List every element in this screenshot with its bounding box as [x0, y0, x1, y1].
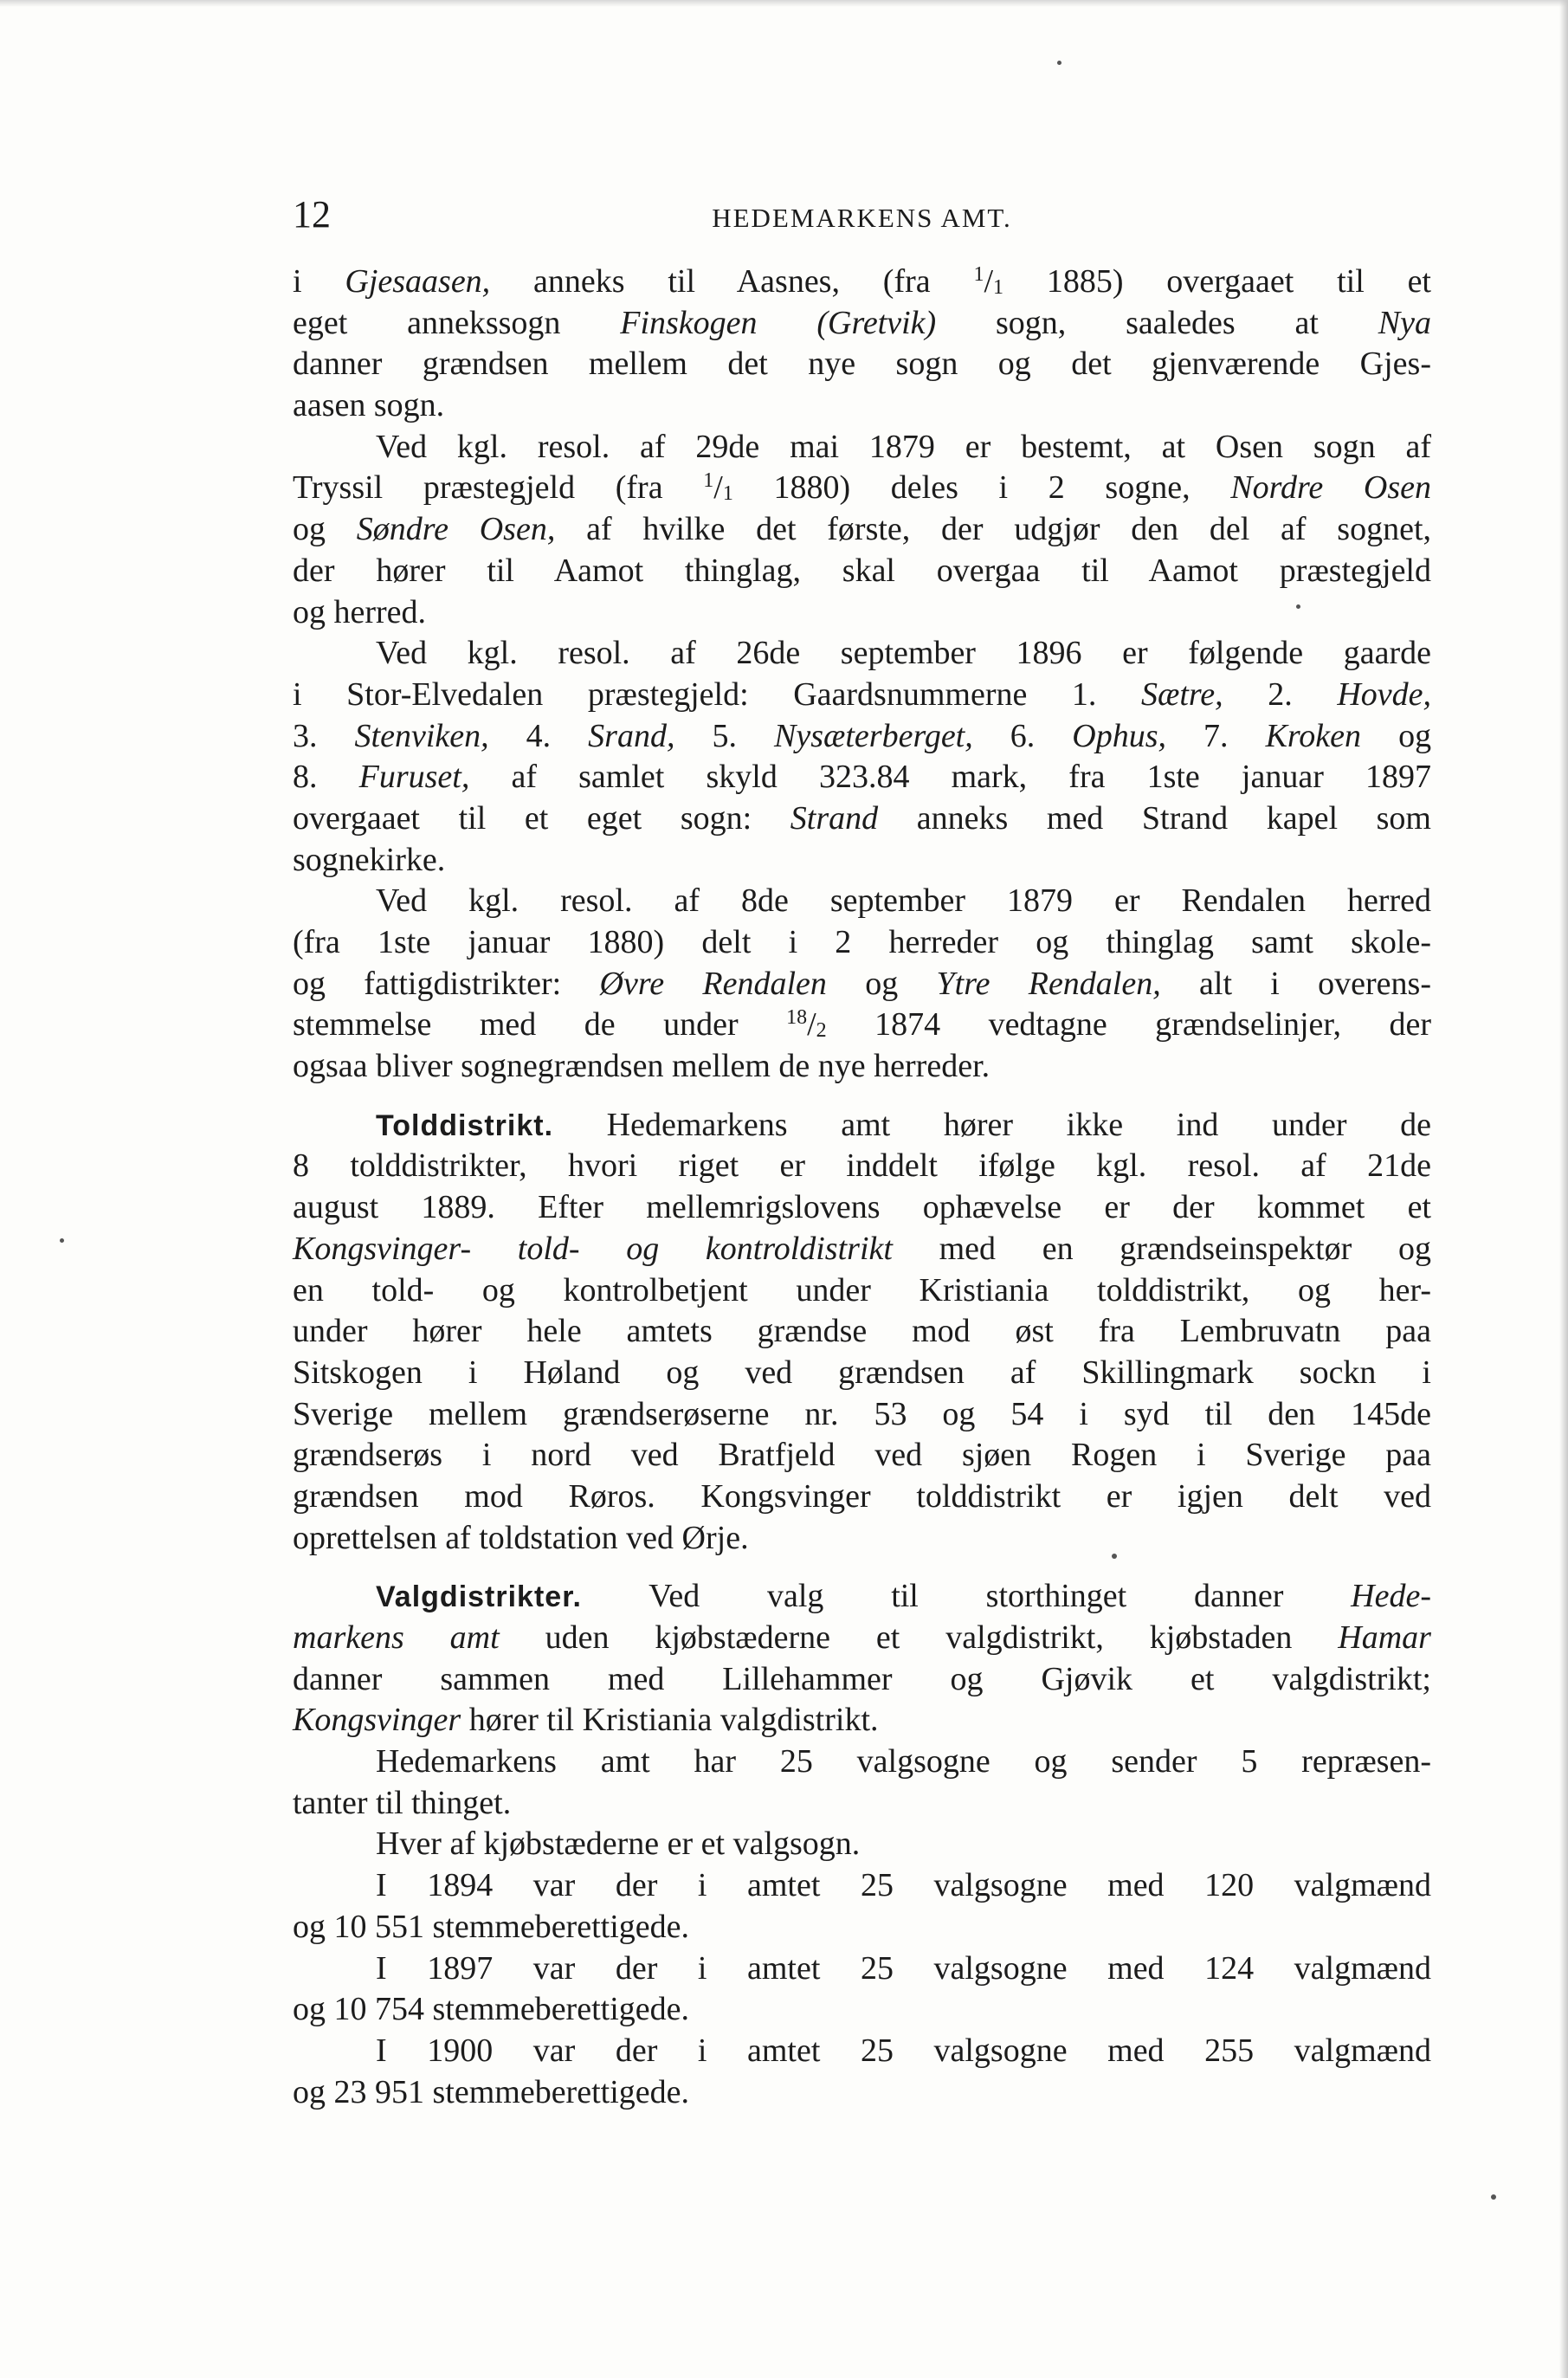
text-line: og Søndre Osen, af hvilke det første, der udgjør den del af sognet,	[293, 511, 1432, 548]
dust-speck	[1112, 1554, 1117, 1559]
text-line: Sitskogen i Høland og ved grændsen af Skillingmark sockn i	[293, 1354, 1431, 1391]
text-line: i Gjesaasen, anneks til Aasnes, (fra $^1/_1$ 1885) overgaaet til et	[293, 263, 1431, 300]
text-line: en told- og kontrolbetjent under Kristiania tolddistrikt, og her-	[293, 1271, 1431, 1309]
text-line: Sverige mellem grændserøserne nr. 53 og 54 i syd til den 145de	[293, 1395, 1431, 1432]
text-line: august 1889. Efter mellemrigslovens ophævelse er der kommet et	[293, 1189, 1431, 1226]
text-line: oprettelsen af toldstation ved Ørje.	[293, 1519, 749, 1556]
text-line: tanter til thinget.	[293, 1784, 512, 1821]
text-line: under hører hele amtets grændse mod øst fra Lembruvatn paa	[293, 1313, 1431, 1350]
text-line: 3. Stenviken, 4. Srand, 5. Nysæterberget, 6. Ophus, 7. Kroken og	[293, 717, 1432, 754]
text-line: I 1900 var der i amtet 25 valgsogne med 255 valgmænd	[376, 2032, 1431, 2069]
page-header	[293, 189, 1431, 241]
text-line: overgaaet til et eget sogn: Strand anneks med Strand kapel som	[293, 799, 1431, 837]
running-title: HEDEMARKENS AMT.	[712, 203, 1012, 233]
dust-speck	[1057, 61, 1061, 65]
text-line: Kongsvinger- told- og kontroldistrikt med en grændseinspektør og	[293, 1230, 1431, 1267]
text-line: ogsaa bliver sognegrændsen mellem de nye herreder.	[293, 1048, 990, 1085]
text-line: Kongsvinger hører til Kristiania valgdistrikt.	[293, 1702, 879, 1739]
text-line: i Stor-Elvedalen præstegjeld: Gaardsnummerne 1. Sætre, 2. Hovde,	[293, 675, 1432, 713]
text-line: og 23 951 stemmeberettigede.	[293, 2073, 689, 2110]
text-line: 8 tolddistrikter, hvori riget er inddelt ifølge kgl. resol. af 21de	[293, 1147, 1431, 1185]
text-line: og fattigdistrikter: Øvre Rendalen og Ytre Rendalen, alt i overens-	[293, 965, 1431, 1002]
text-line: Hver af kjøbstæderne er et valgsogn.	[376, 1826, 861, 1863]
text-line: og 10 754 stemmeberettigede.	[293, 1991, 689, 2028]
dust-speck	[1491, 2194, 1496, 2200]
text-line: danner grændsen mellem det nye sogn og det gjenværende Gjes-	[293, 346, 1431, 383]
text-line: (fra 1ste januar 1880) delt i 2 herreder og thinglag samt skole-	[293, 924, 1431, 960]
text-line: aasen sogn.	[293, 387, 445, 424]
text-line: markens amt uden kjøbstæderne et valgdistrikt, kjøbstaden Hamar	[293, 1619, 1431, 1656]
text-line: Hedemarkens amt har 25 valgsogne og sender 5 repræsen-	[376, 1743, 1431, 1780]
dust-speck	[60, 1238, 64, 1243]
scan-edge-shadow-right	[1559, 0, 1568, 2378]
text-line: eget annekssogn Finskogen (Gretvik) sogn, saaledes at Nya	[293, 304, 1431, 341]
text-line: stemmelse med de under $^{18}/_2$ 1874 vedtagne grændselinjer, der	[293, 1006, 1431, 1044]
text-line: Ved kgl. resol. af 29de mai 1879 er bestemt, at Osen sogn af	[376, 428, 1431, 465]
section-heading-tolddistrikt: Tolddistrikt.	[376, 1108, 554, 1142]
section-heading-valgdistrikter: Valgdistrikter.	[376, 1580, 582, 1614]
text-line: grændsen mod Røros. Kongsvinger tolddistrikt er igjen delt ved	[293, 1477, 1431, 1515]
text-line: 8. Furuset, af samlet skyld 323.84 mark, fra 1ste januar 1897	[293, 759, 1432, 796]
section-heading-line: Tolddistrikt. Hedemarkens amt hører ikke ind under de	[376, 1106, 1431, 1143]
text-line: grændserøs i nord ved Bratfjeld ved sjøen Rogen i Sverige paa	[293, 1437, 1431, 1474]
text-line: I 1894 var der i amtet 25 valgsogne med 120 valgmænd	[376, 1867, 1431, 1904]
scan-edge-shadow-top	[0, 0, 1568, 7]
text-line: og 10 551 stemmeberettigede.	[293, 1908, 689, 1945]
dust-speck	[1296, 604, 1300, 609]
text-line: danner sammen med Lillehammer og Gjøvik et valgdistrikt;	[293, 1660, 1431, 1697]
text-line: I 1897 var der i amtet 25 valgsogne med 124 valgmænd	[376, 1949, 1431, 1987]
text-line: sognekirke.	[293, 841, 446, 878]
page-number: 12	[293, 193, 331, 236]
section-heading-line: Valgdistrikter. Ved valg til storthinget danner Hede-	[376, 1578, 1431, 1615]
body-text	[293, 262, 1431, 2113]
text-line: der hører til Aamot thinglag, skal overgaa til Aamot præstegjeld	[293, 552, 1431, 589]
text-line: og herred.	[293, 593, 427, 630]
text-line: Ved kgl. resol. af 8de september 1879 er Rendalen herred	[376, 882, 1431, 920]
text-line: Tryssil præstegjeld (fra $^1/_1$ 1880) deles i 2 sogne, Nordre Osen	[293, 469, 1431, 507]
text-line: Ved kgl. resol. af 26de september 1896 er følgende gaarde	[376, 635, 1431, 672]
